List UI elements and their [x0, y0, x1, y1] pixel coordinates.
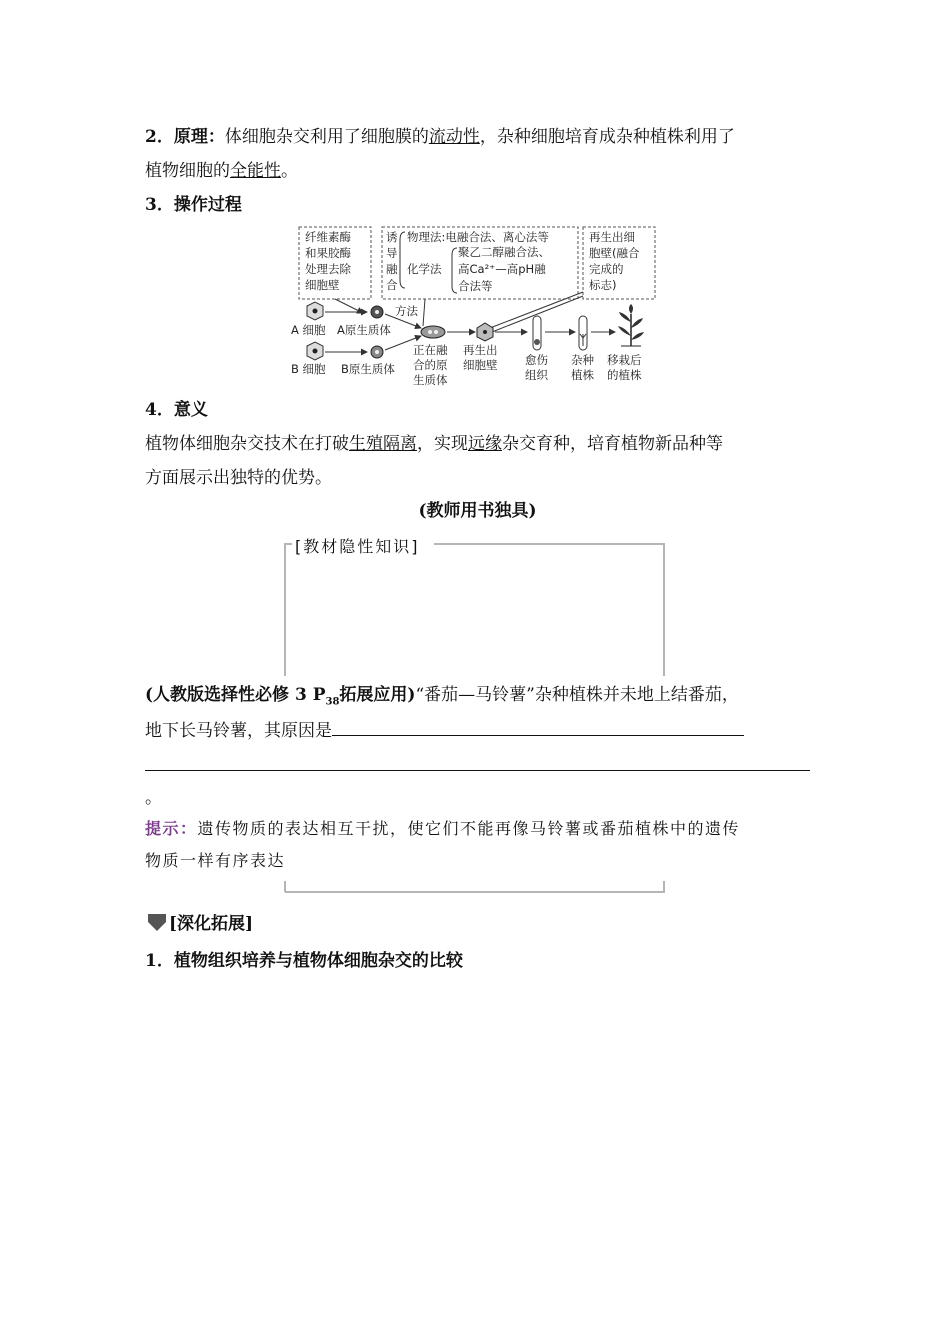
- regen-label-2: 细胞壁: [463, 358, 498, 372]
- question-line-1: [145, 683, 810, 714]
- principle-text-1: 体细胞杂交利用了细胞膜的: [224, 127, 429, 147]
- question-source-1: (人教版选择性必修 3 P: [145, 685, 326, 705]
- hint-line-1: [145, 817, 810, 841]
- a-protoplast-nucleus-icon: [375, 310, 379, 314]
- principle-line-1: [145, 125, 810, 149]
- b-cell-label: B 细胞: [291, 362, 326, 376]
- enzyme-text-1: 纤维素酶: [305, 230, 351, 244]
- fusing-label-1: 正在融: [413, 343, 448, 357]
- frame-top-right: [434, 544, 664, 676]
- principle-text-3: 植物细胞的: [145, 161, 230, 181]
- hint-label: 提示：: [145, 819, 198, 838]
- significance-text-2: ，实现: [417, 434, 468, 454]
- significance-distant: 远缘: [468, 434, 502, 454]
- principle-number: 2．原理：: [145, 127, 225, 147]
- significance-line-2: 方面展示出独特的优势。: [145, 468, 332, 488]
- a-protoplast-label: A原生质体: [337, 323, 391, 337]
- regen-box-text-3: 完成的: [589, 262, 624, 276]
- significance-line-1: [145, 432, 810, 456]
- answer-blank-1[interactable]: [332, 717, 744, 736]
- deepen-title-line: [145, 912, 810, 936]
- frame-bottom: [285, 881, 664, 892]
- method-label: 方法: [395, 304, 418, 318]
- brace-inner: [452, 248, 457, 293]
- fusing-protoplast-icon: [421, 326, 445, 338]
- significance-text-3: 杂交育种，培育植物新品种等: [502, 434, 723, 454]
- question-source-page: 38: [325, 696, 340, 708]
- enzyme-text-2: 和果胶酶: [305, 246, 351, 260]
- regen-cell-nucleus-icon: [483, 330, 487, 334]
- question-end: 。: [145, 788, 162, 808]
- principle-fluidity: 流动性: [428, 127, 480, 147]
- down-arrow-icon: [145, 912, 169, 932]
- chemical-method-1: 聚乙二醇融合法、: [458, 245, 550, 259]
- enzyme-text-3: 处理去除: [305, 262, 351, 276]
- hybrid-label-1: 杂种: [571, 353, 594, 367]
- fusion-process-diagram: [285, 222, 670, 390]
- question-text-2: 地下长马铃薯，其原因是: [145, 721, 332, 741]
- process-title: 3．操作过程: [145, 195, 242, 215]
- significance-title: 4．意义: [145, 400, 208, 420]
- hint-line-2: 物质一样有序表达: [145, 851, 286, 870]
- deepen-item-1: 1．植物组织培养与植物体细胞杂交的比较: [145, 951, 463, 971]
- b-protoplast-nucleus-icon: [375, 350, 379, 354]
- callus-icon: [534, 339, 540, 345]
- frame-top-left: [285, 544, 292, 676]
- hybrid-label-2: 植株: [571, 368, 594, 382]
- induce-char-1: 诱: [386, 230, 398, 244]
- enzyme-text-4: 细胞壁: [305, 278, 340, 292]
- answer-blank-2[interactable]: [145, 752, 810, 771]
- regen-box-text-2: 胞壁(融合: [589, 246, 640, 260]
- deepen-title: [深化拓展]: [169, 914, 254, 934]
- chemical-method-2: 高Ca²⁺—高pH融: [458, 262, 546, 276]
- enzyme-arrow: [335, 299, 363, 313]
- hidden-knowledge-label: [教材隐性知识]: [293, 534, 422, 557]
- regen-box-text-1: 再生出细: [589, 230, 635, 244]
- teacher-note: (教师用书独具): [418, 501, 537, 521]
- question-source-2: 拓展应用): [339, 685, 416, 705]
- question-text-1: “番茄—马铃薯”杂种植株并未地上结番茄，: [415, 685, 739, 705]
- fusing-nucleus-1-icon: [428, 330, 432, 334]
- principle-text-4: 。: [281, 161, 298, 181]
- chemical-label: 化学法: [407, 262, 442, 276]
- fusing-nucleus-2-icon: [434, 330, 438, 334]
- principle-line-2: [145, 159, 810, 183]
- chemical-method-3: 合法等: [458, 279, 493, 293]
- regen-box-text-4: 标志): [589, 278, 617, 292]
- a-cell-nucleus-icon: [313, 309, 318, 314]
- significance-reproductive-isolation: 生殖隔离: [349, 434, 417, 454]
- regen-label-1: 再生出: [463, 343, 498, 357]
- significance-text-1: 植物体细胞杂交技术在打破: [145, 434, 349, 454]
- b-cell-nucleus-icon: [313, 349, 318, 354]
- a-cell-label: A 细胞: [291, 323, 326, 337]
- principle-text-2: ，杂种细胞培育成杂种植株利用了: [479, 127, 735, 147]
- brace-outer: [400, 232, 405, 288]
- question-line-2: [145, 717, 810, 743]
- induce-char-4: 合: [386, 278, 398, 292]
- callus-label-2: 组织: [525, 368, 548, 382]
- fusing-label-2: 合的原: [413, 358, 448, 372]
- method-connector: [423, 299, 425, 326]
- transplant-label-2: 的植株: [607, 368, 642, 382]
- callus-label-1: 愈伤: [525, 353, 548, 367]
- transplant-label-1: 移栽后: [607, 353, 642, 367]
- b-protoplast-label: B原生质体: [341, 362, 395, 376]
- plant-icon: [618, 304, 644, 346]
- induce-char-2: 导: [386, 246, 398, 260]
- principle-totipotency: 全能性: [230, 161, 281, 181]
- induce-char-3: 融: [386, 262, 398, 276]
- hint-text-1: 遗传物质的表达相互干扰，使它们不能再像马铃薯或番茄植株中的遗传: [197, 819, 741, 838]
- physical-method: 物理法:电融合法、离心法等: [407, 230, 549, 244]
- fusing-label-3: 生质体: [413, 373, 448, 387]
